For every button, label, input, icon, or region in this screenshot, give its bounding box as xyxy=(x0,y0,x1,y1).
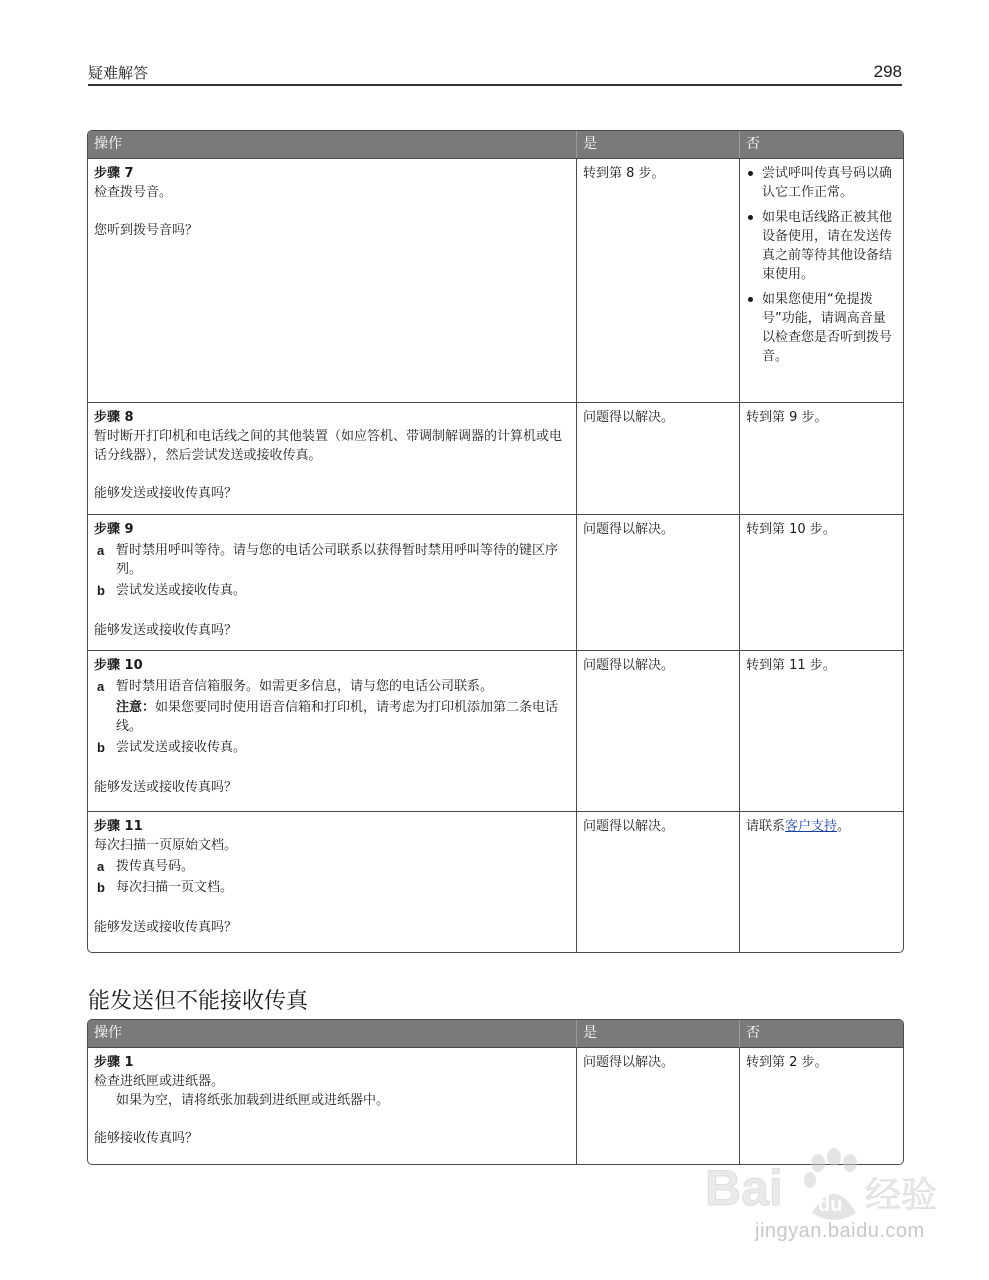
list-item: 尝试呼叫传真号码以确认它工作正常。 xyxy=(746,164,897,202)
column-header-action: 操作 xyxy=(88,1020,577,1047)
action-cell xyxy=(88,159,577,402)
yes-cell xyxy=(577,515,740,650)
step-title: 步骤 9 xyxy=(94,522,134,537)
step-question: 能够发送或接收传真吗？ xyxy=(94,623,238,638)
table-row-step-10 xyxy=(88,650,903,811)
note: 注意：如果您要同时使用语音信箱和打印机，请考虑为打印机添加第二条电话线。 xyxy=(116,700,559,734)
page-number: 298 xyxy=(873,62,902,81)
customer-support-link[interactable]: 客户支持 xyxy=(785,819,838,834)
list-item: 如果电话线路正被其他设备使用，请在发送传真之前等待其他设备结束使用。 xyxy=(746,208,897,284)
step-instruction: 检查进纸匣或进纸器。 xyxy=(94,1074,225,1089)
yes-action: 转到第 8 步。 xyxy=(583,166,665,181)
no-cell xyxy=(740,403,903,514)
step-question: 能够发送或接收传真吗？ xyxy=(94,920,238,935)
table-row-step-11 xyxy=(88,811,903,952)
svg-text:Bai: Bai xyxy=(705,1160,783,1216)
step-title: 步骤 10 xyxy=(94,658,143,673)
action-cell xyxy=(88,812,577,952)
substep-a: a 暂时禁用呼叫等待。请与您的电话公司联系以获得暂时禁用呼叫等待的键区序列。 xyxy=(97,543,559,577)
column-header-no: 否 xyxy=(746,136,760,152)
no-bullet-list xyxy=(746,164,897,366)
paw-letters: du xyxy=(818,1194,843,1216)
yes-cell xyxy=(577,812,740,952)
yes-action: 问题得以解决。 xyxy=(583,522,675,537)
step-title: 步骤 11 xyxy=(94,819,143,834)
step-question: 能够发送或接收传真吗？ xyxy=(94,486,238,501)
step-question: 能够发送或接收传真吗？ xyxy=(94,780,238,795)
section-heading: 能发送但不能接收传真 xyxy=(88,989,309,1014)
action-cell xyxy=(88,515,577,650)
no-action: 转到第 11 步。 xyxy=(746,658,836,673)
no-cell xyxy=(740,812,903,952)
no-action: 转到第 2 步。 xyxy=(746,1055,828,1070)
watermark-url: jingyan.baidu.com xyxy=(755,1220,925,1242)
yes-cell xyxy=(577,651,740,811)
step-instruction: 检查拨号音。 xyxy=(94,185,173,200)
no-cell xyxy=(740,651,903,811)
no-action-prefix: 请联系 xyxy=(746,819,786,834)
yes-action: 问题得以解决。 xyxy=(583,1055,675,1070)
substep-b: b 尝试发送或接收传真。 xyxy=(97,583,247,598)
bullet-icon xyxy=(748,215,753,220)
substep-b: b 尝试发送或接收传真。 xyxy=(97,740,247,755)
bullet-icon xyxy=(748,297,753,302)
substep-a: a 拨传真号码。 xyxy=(97,859,195,874)
troubleshooting-table-1 xyxy=(87,130,904,953)
step-title: 步骤 7 xyxy=(94,166,134,181)
table-row-step-8 xyxy=(88,402,903,514)
yes-cell xyxy=(577,403,740,514)
yes-action: 问题得以解决。 xyxy=(583,658,675,673)
substep-b: b 每次扫描一页文档。 xyxy=(97,880,234,895)
no-action-suffix: 。 xyxy=(837,819,851,834)
action-cell xyxy=(88,403,577,514)
yes-cell xyxy=(577,159,740,402)
table-header xyxy=(88,1020,903,1047)
list-item: 如果您使用“免提拨号”功能，请调高音量以检查您是否听到拨号音。 xyxy=(746,290,897,366)
yes-action: 问题得以解决。 xyxy=(583,410,675,425)
no-cell xyxy=(740,515,903,650)
yes-action: 问题得以解决。 xyxy=(583,819,675,834)
header-section-title: 疑难解答 xyxy=(88,64,149,82)
table-header xyxy=(88,131,903,158)
page-header xyxy=(88,62,902,86)
step-instruction: 每次扫描一页原始文档。 xyxy=(94,838,238,853)
table-row-step-7 xyxy=(88,158,903,402)
step-question: 能够接收传真吗？ xyxy=(94,1131,199,1146)
table-row-step-9 xyxy=(88,514,903,650)
action-cell xyxy=(88,1048,577,1164)
column-header-yes: 是 xyxy=(577,131,740,158)
step-title: 步骤 8 xyxy=(94,410,134,425)
step-instruction: 暂时断开打印机和电话线之间的其他装置（如应答机、带调制解调器的计算机或电话分线器），然后尝试发送或接收传真。 xyxy=(94,429,563,463)
column-header-no: 否 xyxy=(746,1025,760,1041)
action-cell xyxy=(88,651,577,811)
step-title: 步骤 1 xyxy=(94,1055,134,1070)
step-question: 您听到拨号音吗？ xyxy=(94,223,199,238)
step-sub-instruction: 如果为空，请将纸张加载到进纸匣或进纸器中。 xyxy=(116,1093,390,1108)
substep-a: a 暂时禁用语音信箱服务。如需更多信息，请与您的电话公司联系。 xyxy=(97,679,494,694)
no-cell xyxy=(740,159,903,402)
no-action: 转到第 10 步。 xyxy=(746,522,836,537)
no-action: 转到第 9 步。 xyxy=(746,410,828,425)
svg-text:经验: 经验 xyxy=(865,1175,938,1216)
column-header-yes: 是 xyxy=(577,1020,740,1047)
bullet-icon xyxy=(748,171,753,176)
column-header-action: 操作 xyxy=(88,131,577,158)
